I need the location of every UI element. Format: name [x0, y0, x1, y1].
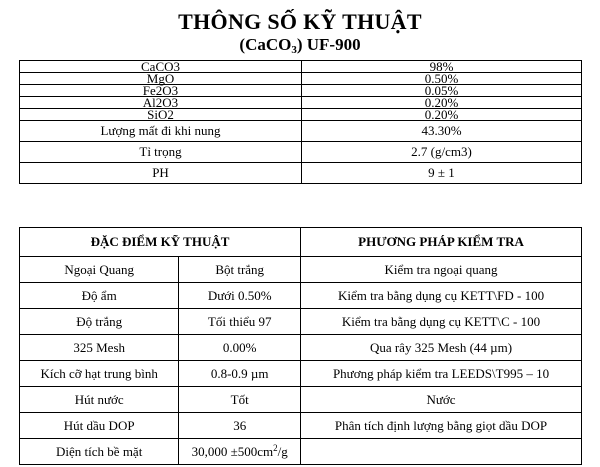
composition-value: 0.05% [302, 85, 582, 97]
table-row [20, 163, 582, 184]
composition-value: 0.20% [302, 97, 582, 109]
spec-value-superscript: 2 [273, 443, 278, 453]
composition-name: PH [20, 163, 302, 184]
composition-name: Lượng mất đi khi nung [20, 121, 302, 142]
composition-value: 2.7 (g/cm3) [302, 142, 582, 163]
composition-value: 0.20% [302, 109, 582, 121]
subtitle-subscript: 3 [291, 44, 297, 56]
table-row [20, 85, 582, 97]
spec-value: Tối thiểu 97 [179, 309, 301, 335]
spec-value: 0.8-0.9 µm [179, 361, 301, 387]
table-header-row [20, 228, 582, 257]
composition-name: CaCO3 [20, 61, 302, 73]
table-row [20, 283, 582, 309]
column-header-method: PHƯƠNG PHÁP KIỂM TRA [301, 228, 582, 257]
page-title: THÔNG SỐ KỸ THUẬT [178, 9, 422, 34]
composition-name: SiO2 [20, 109, 302, 121]
spec-method: Phương pháp kiểm tra LEEDS\T995 – 10 [301, 361, 582, 387]
table-row [20, 61, 582, 73]
spec-value: 0.00% [179, 335, 301, 361]
subtitle-suffix: ) UF-900 [296, 35, 361, 54]
composition-table [19, 60, 582, 184]
table-row [20, 361, 582, 387]
spec-name: Độ ẩm [20, 283, 179, 309]
spec-method: Qua rây 325 Mesh (44 µm) [301, 335, 582, 361]
composition-value: 43.30% [302, 121, 582, 142]
table-row [20, 109, 582, 121]
composition-value: 0.50% [302, 73, 582, 85]
subtitle-prefix: (CaCO [239, 35, 292, 54]
table-row [20, 413, 582, 439]
table-row [20, 335, 582, 361]
spec-method: Nước [301, 387, 582, 413]
column-header-property: ĐẶC ĐIỂM KỸ THUẬT [20, 228, 301, 257]
spec-value: 36 [179, 413, 301, 439]
spec-method: Kiểm tra bằng dụng cụ KETT\C - 100 [301, 309, 582, 335]
composition-value: 9 ± 1 [302, 163, 582, 184]
spec-name: 325 Mesh [20, 335, 179, 361]
composition-name: MgO [20, 73, 302, 85]
spec-value [179, 439, 301, 465]
table-row [20, 257, 582, 283]
composition-name: Al2O3 [20, 97, 302, 109]
table-row [20, 97, 582, 109]
spec-value-suffix: /g [277, 444, 288, 459]
composition-value: 98% [302, 61, 582, 73]
composition-name: Fe2O3 [20, 85, 302, 97]
spec-name: Kích cỡ hạt trung bình [20, 361, 179, 387]
spec-method [301, 439, 582, 465]
spec-name: Ngoại Quang [20, 257, 179, 283]
table-row [20, 121, 582, 142]
spec-name: Diện tích bề mặt [20, 439, 179, 465]
spec-name: Độ trắng [20, 309, 179, 335]
spec-method: Kiểm tra bằng dụng cụ KETT\FD - 100 [301, 283, 582, 309]
spec-name: Hút dầu DOP [20, 413, 179, 439]
table-row [20, 309, 582, 335]
composition-name: Tỉ trọng [20, 142, 302, 163]
table-row [20, 439, 582, 465]
spec-value: Bột trắng [179, 257, 301, 283]
spec-value: Dưới 0.50% [179, 283, 301, 309]
spec-value-prefix: 30,000 ±500cm [191, 444, 274, 459]
spec-method: Kiểm tra ngoại quang [301, 257, 582, 283]
spec-method: Phân tích định lượng bằng giọt dầu DOP [301, 413, 582, 439]
specs-table [19, 227, 582, 465]
table-row [20, 142, 582, 163]
page-subtitle [0, 35, 600, 60]
spec-value: Tốt [179, 387, 301, 413]
table-row [20, 387, 582, 413]
table-row [20, 73, 582, 85]
spec-name: Hút nước [20, 387, 179, 413]
